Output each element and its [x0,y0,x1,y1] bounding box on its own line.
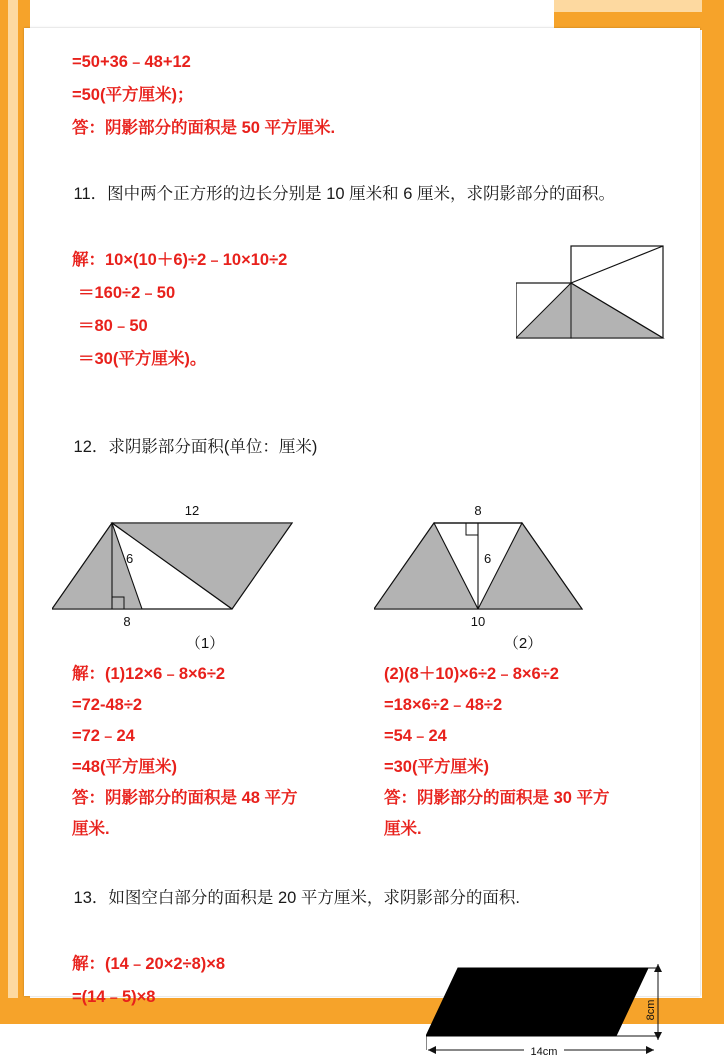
fig13-base-label: 14cm [530,1046,558,1058]
problem-12-solutions [46,659,682,845]
p12-right-line-4: =30(平方厘米) [384,758,489,776]
problem-12-figures [46,501,682,631]
problem-12-solution-right [364,659,682,845]
frame-band-left-light [8,0,18,1024]
fig1-top-label: 12 [184,503,200,518]
fig13-height-label: 8cm [645,999,657,1021]
problem-11-solution-2: ＝160÷2﹣50 [78,284,176,302]
problem-12-figure-1 [46,501,364,631]
problem-12-captions [46,631,682,657]
p12-left-line-5: 答：阴影部分的面积是 48 平方 [72,789,298,807]
problem-11-figure-row [46,244,682,404]
problem-11-statement [46,145,682,244]
problem-13-solution-1: 解：(14﹣20×2÷8)×8 [72,955,226,973]
problem-11-solution-1: 解：10×(10＋6)÷2﹣10×10÷2 [72,251,288,269]
frame-band-right [702,0,724,1024]
problem-11-text: 图中两个正方形的边长分别是 10 厘米和 6 厘米，求阴影部分的面积。 [107,185,616,203]
fig2-base-label: 10 [470,614,486,629]
problem-13-text: 如图空白部分的面积是 20 平方厘米，求阴影部分的面积. [108,889,520,907]
p12-right-line-3: =54﹣24 [384,727,447,745]
problem-13-solution-2: =(14﹣5)×8 [72,988,156,1006]
p12-right-line-5: 答：阴影部分的面积是 30 平方 [384,789,610,807]
problem-13-number: 13． [73,889,109,907]
answer-line-2: =50(平方厘米)； [72,86,194,104]
problem-12-solution-left [46,659,364,845]
p12-right-line-2: =18×6÷2﹣48÷2 [384,696,503,714]
p12-right-line-6: 厘米. [384,820,422,838]
problem-13-statement [46,849,682,948]
fig2-height-label: 6 [484,551,492,566]
problem-12-caption-2: （2） [503,635,543,652]
problem-11-diagram [516,236,686,356]
frame-corner-top-right-light [554,0,724,12]
fig1-height-label: 6 [126,551,134,566]
problem-13-diagram [426,958,676,1063]
p12-left-line-2: =72-48÷2 [72,696,143,714]
fig2-top-label: 8 [474,503,482,518]
p12-left-line-4: =48(平方厘米) [72,758,177,776]
p12-left-line-6: 厘米. [72,820,110,838]
problem-11-number: 11． [73,185,108,203]
problem-11-solution-4: ＝30(平方厘米)。 [78,350,207,368]
problem-12-text: 求阴影部分面积(单位：厘米) [108,438,318,456]
answer-line-1: =50+36﹣48+12 [72,53,191,71]
problem-12-statement [46,398,682,497]
worksheet-sheet [24,28,700,1058]
problem-12-number: 12． [73,438,109,456]
worksheet-content [46,46,682,1058]
p12-left-line-1: 解：(1)12×6﹣8×6÷2 [72,665,226,683]
problem-12-figure-2 [364,501,682,631]
problem-11-solution-3: ＝80﹣50 [78,317,148,335]
answer-line-3: 答：阴影部分的面积是 50 平方厘米. [72,119,336,137]
fig1-base-label: 8 [123,614,131,629]
problem-13-row [46,948,682,1058]
p12-left-line-3: =72﹣24 [72,727,135,745]
p12-right-line-1: (2)(8＋10)×6÷2﹣8×6÷2 [384,665,559,683]
problem-12-caption-1: （1） [185,635,225,652]
